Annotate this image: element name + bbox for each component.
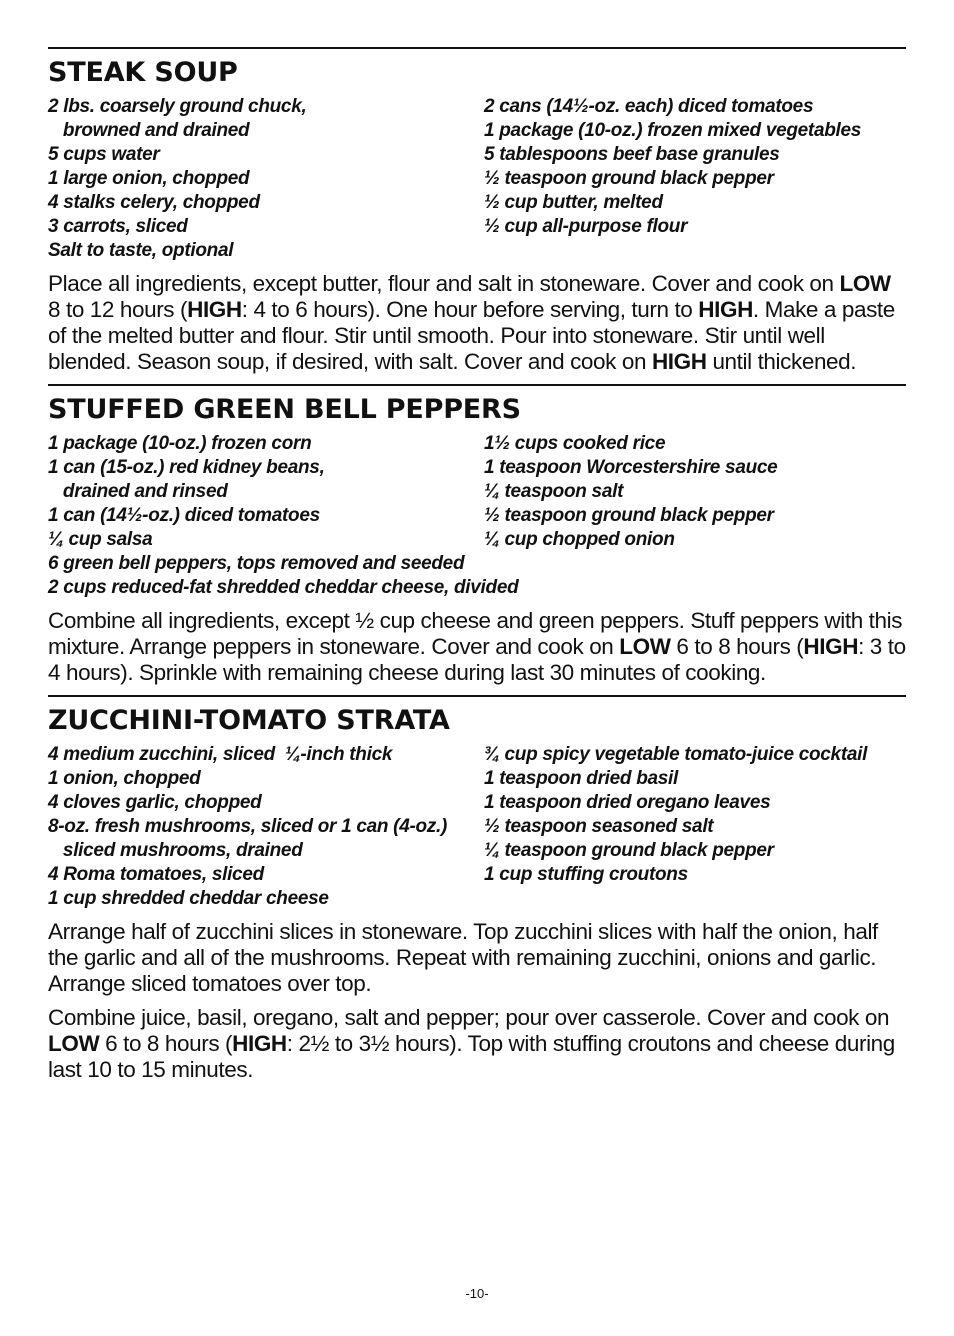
ingredient-column-right [484,432,906,552]
ingredient-item: Salt to taste, optional [48,240,234,261]
setting-keyword: LOW [619,634,671,659]
ingredient-item: ½ teaspoon ground black pepper [484,168,774,189]
recipe-section [48,384,906,686]
setting-keyword: LOW [48,1031,100,1056]
directions-text: Combine all ingredients, except ½ cup cheese and green peppers. Stuff peppers with this mixture. Arrange peppers in stoneware. Cover and cook on [48,608,903,659]
ingredient-item: 4 cloves garlic, chopped [48,792,262,813]
ingredient-item: drained and rinsed [48,481,228,502]
ingredient-list [48,432,906,600]
directions-text: until thickened. [706,349,857,374]
ingredient-item: 2 lbs. coarsely ground chuck, [48,96,307,117]
ingredient-item: ¾ cup spicy vegetable tomato-juice cocktail [484,744,868,765]
ingredient-list [48,95,906,263]
ingredient-item: 2 cups reduced-fat shredded cheddar cheese, divided [48,577,519,598]
ingredient-item: 4 medium zucchini, sliced ¼-inch thick [48,744,393,765]
ingredient-column-right [484,95,906,263]
setting-keyword: LOW [839,271,891,296]
ingredient-item: ¼ teaspoon salt [484,481,624,502]
ingredient-item: browned and drained [48,120,250,141]
ingredient-item: 6 green bell peppers, tops removed and seeded [48,553,465,574]
ingredient-item: 1 cup stuffing croutons [484,864,688,885]
directions-text: 8 to 12 hours ( [48,297,188,322]
setting-keyword: HIGH [803,634,859,659]
directions-text: Combine juice, basil, oregano, salt and pepper; pour over casserole. Cover and cook on [48,1005,890,1030]
recipe-title: STEAK SOUP [48,57,238,88]
directions-paragraph [48,271,906,375]
ingredient-item: 1 can (15-oz.) red kidney beans, [48,457,325,478]
recipe-title: STUFFED GREEN BELL PEPPERS [48,394,521,425]
recipe-section [48,695,906,1083]
ingredient-column-right [484,743,906,911]
directions-paragraph [48,608,906,686]
directions-text: Place all ingredients, except butter, flour and salt in stoneware. Cover and cook on [48,271,840,296]
ingredient-item: 1 large onion, chopped [48,168,250,189]
recipe-section [48,47,906,375]
recipe-page [48,47,906,1092]
directions-text: : 2½ to 3½ hours). Top with stuffing croutons and cheese during last 10 to 15 minutes. [48,1031,895,1082]
setting-keyword: HIGH [187,297,242,322]
ingredient-column-left [48,743,484,911]
ingredient-item: 2 cans (14½-oz. each) diced tomatoes [484,96,814,117]
ingredient-item: ½ cup butter, melted [484,192,663,213]
directions-text: 6 to 8 hours ( [670,634,804,659]
ingredient-item: 1 package (10-oz.) frozen mixed vegetables [484,120,862,141]
ingredient-item: sliced mushrooms, drained [48,840,303,861]
ingredient-item: ½ teaspoon seasoned salt [484,816,714,837]
ingredient-item: 1 teaspoon Worcestershire sauce [484,457,778,478]
ingredient-column-left [48,95,484,263]
ingredient-item: 1 teaspoon dried oregano leaves [484,792,771,813]
directions-text: : 4 to 6 hours). One hour before serving, turn to [241,297,699,322]
ingredient-item: ½ cup all-purpose flour [484,216,688,237]
ingredient-item: 8-oz. fresh mushrooms, sliced or 1 can (4-oz.) [48,816,448,837]
ingredient-item: ¼ cup salsa [48,529,153,550]
ingredient-item: 4 stalks celery, chopped [48,192,260,213]
ingredient-item: 5 tablespoons beef base granules [484,144,780,165]
ingredient-item: 4 Roma tomatoes, sliced [48,864,264,885]
ingredient-item: 1 onion, chopped [48,768,201,789]
directions-paragraph [48,919,906,997]
ingredient-list [48,743,906,911]
setting-keyword: HIGH [651,349,707,374]
directions-text: 6 to 8 hours ( [99,1031,233,1056]
ingredient-item: 3 carrots, sliced [48,216,188,237]
directions-text: . Make a paste of the melted butter and flour. Stir until smooth. Pour into stoneware. Stir until well blended. Season soup, if desired, with salt. Cover and cook on [48,297,895,374]
setting-keyword: HIGH [232,1031,287,1056]
ingredient-item: 5 cups water [48,144,160,165]
directions-text: Arrange half of zucchini slices in stoneware. Top zucchini slices with half the onion, half the garlic and all of the mushrooms. Repeat with remaining zucchini, onions and garlic. Arrange sliced tomatoes over top. [48,919,878,996]
ingredient-column-left [48,432,484,552]
ingredient-item: 1 teaspoon dried basil [484,768,679,789]
directions-paragraph [48,1005,906,1083]
ingredient-item: ½ teaspoon ground black pepper [484,505,774,526]
directions-text: : 3 to 4 hours). Sprinkle with remaining cheese during last 30 minutes of cooking. [48,634,906,685]
ingredient-item: 1 can (14½-oz.) diced tomatoes [48,505,320,526]
ingredient-item: ¼ cup chopped onion [484,529,675,550]
ingredient-item: 1 cup shredded cheddar cheese [48,888,329,909]
setting-keyword: HIGH [698,297,753,322]
ingredient-item: 1 package (10-oz.) frozen corn [48,433,312,454]
recipe-title: ZUCCHINI-TOMATO STRATA [48,705,450,736]
page-number: -10- [465,1286,489,1301]
ingredient-item: ¼ teaspoon ground black pepper [484,840,774,861]
ingredient-item: 1½ cups cooked rice [484,433,666,454]
